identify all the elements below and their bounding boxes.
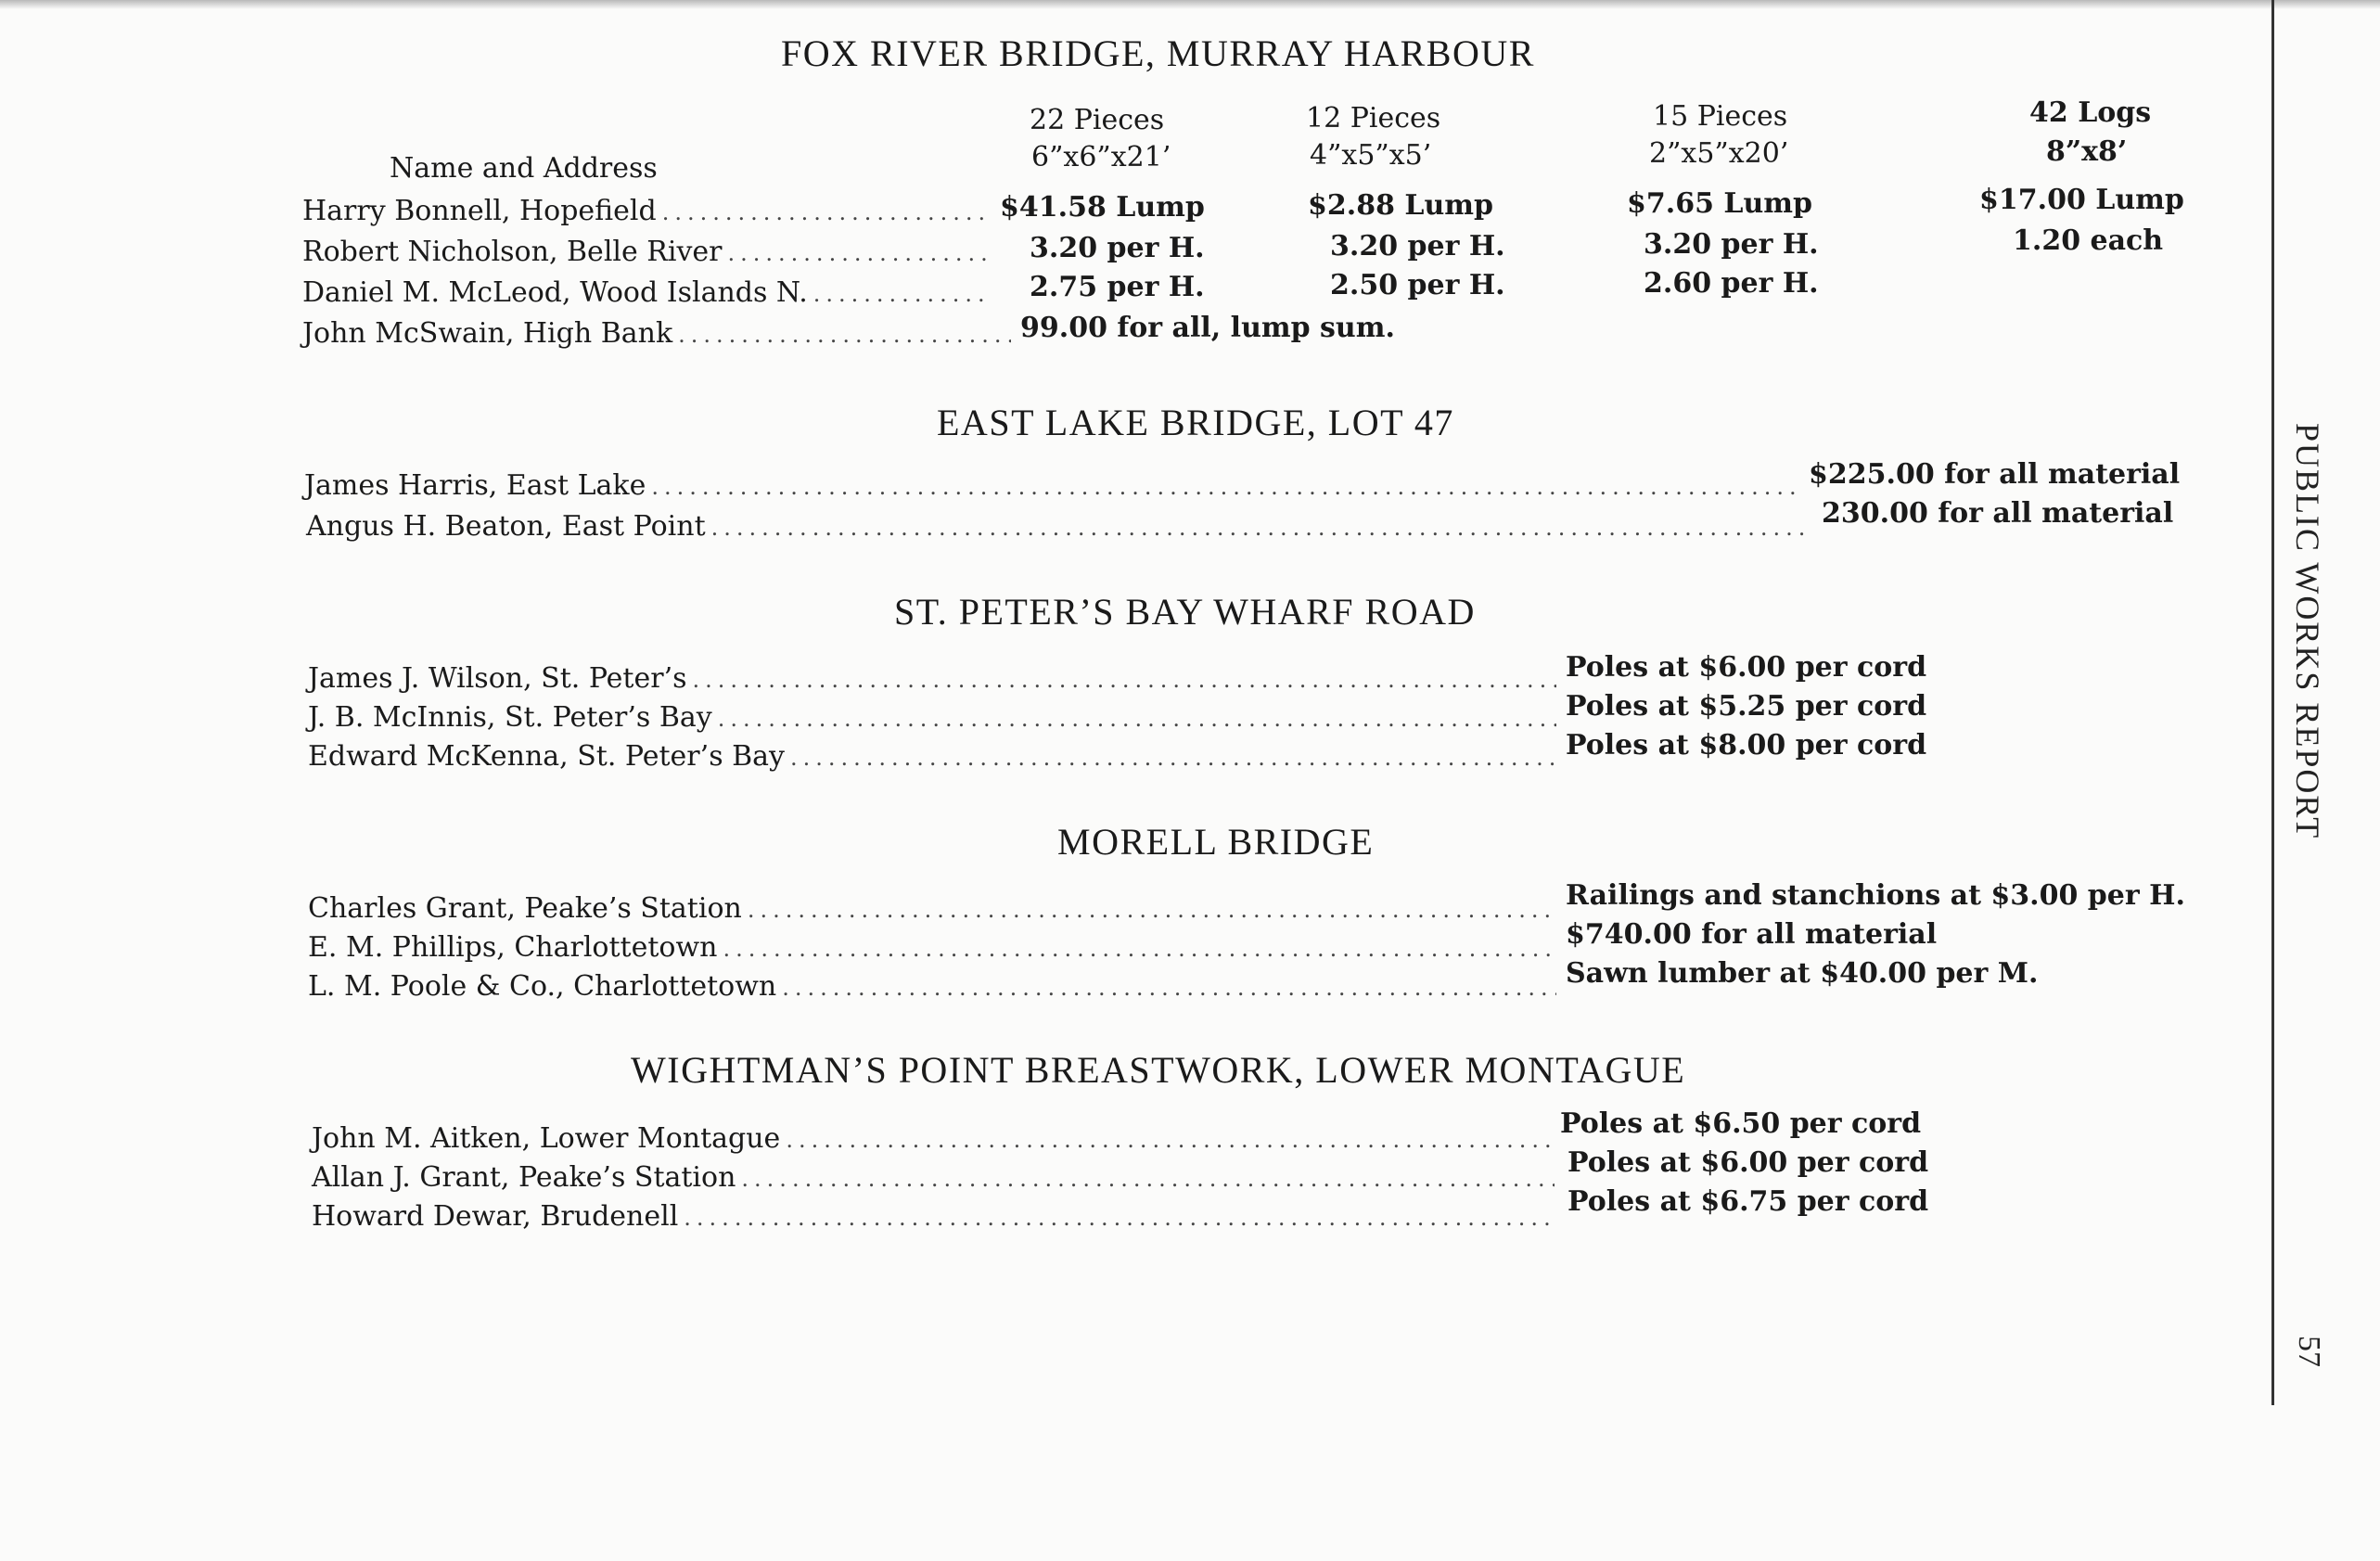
row-value: 2.75 per H.: [1030, 271, 1205, 303]
row-value: Poles at $6.00 per cord: [1567, 1146, 1929, 1179]
row-name: James Harris, East Lake: [304, 469, 646, 502]
column-header-15-pieces-size: 2”x5”x20’: [1649, 137, 1789, 170]
table-row: [308, 931, 1562, 968]
table-row: [312, 1161, 1560, 1198]
leader-dots: [748, 897, 1556, 923]
table-row: [306, 510, 1816, 547]
row-name: Robert Nicholson, Belle River: [302, 236, 723, 268]
table-row: [308, 970, 1562, 1007]
leader-dots: [662, 199, 989, 225]
row-name: John McSwain, High Bank: [302, 317, 673, 350]
row-name: Angus H. Beaton, East Point: [306, 510, 706, 543]
row-value: 3.20 per H.: [1030, 232, 1205, 264]
row-value: $740.00 for all material: [1566, 918, 1938, 951]
leader-dots: [741, 1166, 1555, 1192]
margin-rule: [2271, 0, 2274, 1405]
leader-dots: [813, 281, 989, 307]
row-value: 1.20 each: [2013, 224, 2164, 257]
row-value: Poles at $6.50 per cord: [1560, 1107, 1922, 1140]
table-row: [302, 276, 994, 313]
row-name: Allan J. Grant, Peake’s Station: [312, 1161, 736, 1194]
table-row: [308, 701, 1562, 738]
table-row: [308, 662, 1562, 699]
table-row: [302, 195, 994, 232]
row-name: Howard Dewar, Brudenell: [312, 1200, 679, 1233]
table-row: [308, 740, 1562, 777]
row-name: Charles Grant, Peake’s Station: [308, 892, 742, 925]
leader-dots: [711, 515, 1811, 541]
row-value: 3.20 per H.: [1644, 228, 1819, 261]
row-value: 2.50 per H.: [1330, 269, 1505, 301]
table-row: [312, 1200, 1560, 1237]
column-header-12-pieces: 12 Pieces: [1306, 102, 1441, 134]
leader-dots: [684, 1205, 1555, 1231]
row-name: E. M. Phillips, Charlottetown: [308, 931, 718, 964]
leader-dots: [651, 474, 1796, 500]
leader-dots: [782, 975, 1556, 1001]
name-address-header: Name and Address: [390, 152, 658, 185]
row-value: $17.00 Lump: [1979, 184, 2184, 216]
leader-dots: [693, 667, 1556, 693]
table-row: [302, 236, 994, 273]
column-header-42-logs: 42 Logs: [2029, 96, 2152, 129]
row-value: Poles at $6.75 per cord: [1567, 1185, 1929, 1218]
leader-dots: [786, 1127, 1555, 1153]
table-row: [308, 892, 1562, 929]
column-header-15-pieces: 15 Pieces: [1653, 100, 1788, 133]
row-value: 3.20 per H.: [1330, 230, 1505, 262]
table-row: [312, 1122, 1560, 1159]
row-name: L. M. Poole & Co., Charlottetown: [308, 970, 777, 1003]
row-value: $2.88 Lump: [1308, 189, 1494, 222]
section-title-east-lake: EAST LAKE BRIDGE, LOT 47: [937, 402, 1454, 443]
section-title-morell: MORELL BRIDGE: [1057, 821, 1375, 863]
section-title-st-peters: ST. PETER’S BAY WHARF ROAD: [894, 591, 1476, 633]
column-header-42-logs-size: 8”x8’: [2046, 135, 2128, 168]
row-value: 2.60 per H.: [1644, 267, 1819, 300]
page-edge: [0, 0, 2380, 9]
leader-dots: [790, 745, 1556, 771]
page-number: 57: [2292, 1336, 2326, 1367]
row-value: Sawn lumber at $40.00 per M.: [1566, 957, 2039, 990]
leader-dots: [723, 936, 1556, 962]
row-value: Poles at $5.25 per cord: [1566, 690, 1927, 723]
column-header-22-pieces: 22 Pieces: [1030, 104, 1165, 136]
row-value: Poles at $6.00 per cord: [1566, 651, 1927, 684]
row-value: $41.58 Lump: [1000, 191, 1205, 224]
row-value: 230.00 for all material: [1822, 497, 2174, 530]
row-value: 99.00 for all, lump sum.: [1020, 312, 1395, 344]
table-row: [304, 469, 1801, 506]
row-name: Harry Bonnell, Hopefield: [302, 195, 657, 227]
section-title-wightman: WIGHTMAN’S POINT BREASTWORK, LOWER MONTAGUE: [631, 1049, 1686, 1091]
column-header-22-pieces-size: 6”x6”x21’: [1031, 141, 1171, 173]
running-title: PUBLIC WORKS REPORT: [2289, 423, 2326, 840]
row-name: James J. Wilson, St. Peter’s: [308, 662, 687, 695]
row-value: Railings and stanchions at $3.00 per H.: [1566, 879, 2185, 912]
row-value: $7.65 Lump: [1627, 187, 1813, 220]
row-name: J. B. McInnis, St. Peter’s Bay: [308, 701, 712, 734]
leader-dots: [728, 240, 989, 266]
table-row: [302, 317, 1017, 354]
row-name: Edward McKenna, St. Peter’s Bay: [308, 740, 785, 773]
leader-dots: [678, 322, 1011, 348]
row-value: $225.00 for all material: [1809, 458, 2181, 491]
section-title-fox-river: FOX RIVER BRIDGE, MURRAY HARBOUR: [781, 32, 1535, 74]
leader-dots: [718, 706, 1556, 732]
row-name: Daniel M. McLeod, Wood Islands N.: [302, 276, 808, 309]
row-name: John M. Aitken, Lower Montague: [312, 1122, 781, 1155]
column-header-12-pieces-size: 4”x5”x5’: [1310, 139, 1432, 172]
row-value: Poles at $8.00 per cord: [1566, 729, 1927, 761]
